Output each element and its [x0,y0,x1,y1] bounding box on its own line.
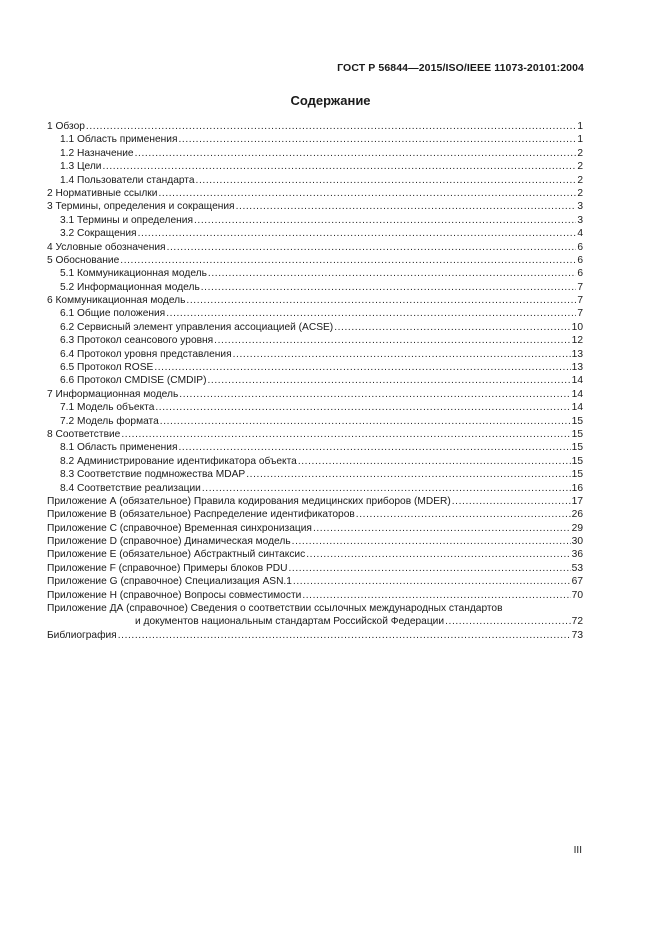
toc-entry [47,294,583,307]
toc-entry-label: и документов национальным стандартам Российской Федерации [135,616,445,628]
toc-entry-label: 5 Обоснование [47,254,120,266]
dot-leader [246,468,570,481]
toc-entry-page: 26 [571,509,583,521]
toc-entry [47,562,583,575]
toc-entry-page: 72 [571,616,583,628]
toc-entry-page: 67 [571,576,583,588]
toc-entry-label: 2 Нормативные ссылки [47,187,158,199]
toc-entry-label: 8.1 Область применения [60,442,178,454]
toc-entry-label: 3.1 Термины и определения [60,214,193,226]
document-header: ГОСТ Р 56844—2015/ISO/IEEE 11073-20101:2004 [337,62,584,74]
toc-entry-label: 3 Термины, определения и сокращения [47,201,235,213]
toc-entry-page: 53 [571,562,583,574]
toc-entry-page: 73 [571,629,583,641]
toc-entry-label: Приложение С (справочное) Временная синхронизация [47,522,312,534]
dot-leader [166,307,576,320]
toc-entry-label: 5.2 Информационная модель [60,281,200,293]
toc-entry [47,535,583,548]
dot-leader [103,160,577,173]
toc-entry-label: Приложение F (справочное) Примеры блоков PDU [47,562,288,574]
toc-entry-label: 3.2 Сокращения [60,228,137,240]
dot-leader [179,388,570,401]
toc-entry [47,120,583,133]
dot-leader [178,133,576,146]
toc-entry-page: 1 [577,134,583,146]
dot-leader [445,615,571,628]
dot-leader [135,147,577,160]
dot-leader [292,535,571,548]
toc-entry-label: 5.1 Коммуникационная модель [60,268,207,280]
toc-entry-label: 7.1 Модель объекта [60,402,155,414]
toc-entry [47,401,583,414]
dot-leader [194,214,576,227]
toc-entry [47,254,583,267]
toc-entry-page: 6 [577,241,583,253]
toc-entry-page: 16 [571,482,583,494]
toc-entry [47,200,583,213]
toc-entry-label: Приложение Е (обязательное) Абстрактный синтаксис [47,549,306,561]
toc-entry-label: Приложение G (справочное) Специализация ASN.1 [47,576,292,588]
dot-leader [452,495,571,508]
toc-entry-label: 8.3 Соответствие подмножества MDAP [60,469,246,481]
toc-entry [47,455,583,468]
dot-leader [158,187,576,200]
toc-entry-page: 2 [577,187,583,199]
dot-leader [155,401,570,414]
toc-entry-label: 6.1 Общие положения [60,308,166,320]
toc-entry-page: 7 [577,281,583,293]
toc-entry-page: 1 [577,120,583,132]
toc-entry-page: 3 [577,201,583,213]
toc-entry-page: 7 [577,295,583,307]
dot-leader [138,227,577,240]
dot-leader [118,629,571,642]
toc-entry-label: 1.3 Цели [60,161,102,173]
dot-leader [202,482,571,495]
toc-entry-page: 15 [571,469,583,481]
table-of-contents [47,120,583,642]
toc-entry [47,227,583,240]
toc-entry [47,281,583,294]
dot-leader [236,200,577,213]
toc-entry [47,133,583,146]
toc-entry-page: 17 [571,495,583,507]
toc-entry-line: Приложение ДА (справочное) Сведения о соответствии ссылочных международных стандартов [47,603,503,615]
dot-leader [298,455,571,468]
dot-leader [306,548,570,561]
toc-entry-page: 29 [571,522,583,534]
dot-leader [121,428,570,441]
toc-entry [47,428,583,441]
toc-entry [47,174,583,187]
dot-leader [120,254,576,267]
toc-entry [47,508,583,521]
toc-entry [47,361,583,374]
toc-entry-label: 1.4 Пользователи стандарта [60,174,195,186]
toc-entry-label: 6.4 Протокол уровня представления [60,348,232,360]
dot-leader [356,508,571,521]
dot-leader [334,321,570,334]
toc-entry-label: 1.1 Область применения [60,134,178,146]
toc-entry [47,575,583,588]
toc-entry [47,307,583,320]
toc-entry-page: 15 [571,455,583,467]
toc-entry-label: Библиография [47,629,117,641]
toc-entry [47,629,583,642]
dot-leader [86,120,576,133]
page-number: III [573,845,582,856]
toc-entry-page: 15 [571,442,583,454]
toc-entry-page: 14 [571,375,583,387]
toc-entry [47,549,583,562]
toc-entry-label: 1 Обзор [47,120,85,132]
toc-entry-page: 6 [577,254,583,266]
toc-entry [47,589,583,602]
toc-entry-page: 10 [571,321,583,333]
toc-entry-label: 6.5 Протокол ROSE [60,362,154,374]
dot-leader [302,589,570,602]
toc-entry [47,321,583,334]
toc-entry-page: 12 [571,335,583,347]
dot-leader [167,241,577,254]
dot-leader [186,294,576,307]
toc-entry-page: 70 [571,589,583,601]
toc-entry [47,388,583,401]
toc-entry-label: Приложение А (обязательное) Правила кодирования медицинских приборов (MDER) [47,495,451,507]
dot-leader [201,281,577,294]
toc-entry-page: 15 [571,428,583,440]
toc-entry [47,374,583,387]
toc-entry-label: Приложение Н (справочное) Вопросы совместимости [47,589,302,601]
toc-entry-page: 36 [571,549,583,561]
toc-entry [47,415,583,428]
dot-leader [288,562,570,575]
toc-entry-page: 13 [571,348,583,360]
toc-entry-label: Приложение D (справочное) Динамическая модель [47,536,291,548]
toc-entry [47,482,583,495]
toc-entry-label: 8.4 Соответствие реализации [60,482,201,494]
toc-entry-label: Приложение В (обязательное) Распределение идентификаторов [47,509,355,521]
dot-leader [313,522,571,535]
page-title: Содержание [290,93,371,108]
toc-entry [47,468,583,481]
toc-entry-page: 2 [577,174,583,186]
toc-entry [47,348,583,361]
toc-entry-label: 6 Коммуникационная модель [47,295,186,307]
toc-entry-label: 6.3 Протокол сеансового уровня [60,335,214,347]
dot-leader [160,415,571,428]
dot-leader [178,441,570,454]
toc-entry [47,214,583,227]
toc-entry [47,267,583,280]
toc-entry-label: 1.2 Назначение [60,147,134,159]
toc-entry-label: 8.2 Администрирование идентификатора объекта [60,455,297,467]
toc-entry-label: 6.6 Протокол CMDISE (CMDIP) [60,375,207,387]
toc-entry [47,187,583,200]
dot-leader [208,267,576,280]
dot-leader [208,374,571,387]
toc-entry-page: 2 [577,147,583,159]
toc-entry [47,441,583,454]
toc-entry-page: 3 [577,214,583,226]
toc-entry-label: 8 Соответствие [47,428,121,440]
toc-entry-label: 4 Условные обозначения [47,241,166,253]
toc-entry-page: 13 [571,362,583,374]
toc-entry-label: 7 Информационная модель [47,388,179,400]
toc-entry-page: 7 [577,308,583,320]
toc-entry-page: 2 [577,161,583,173]
toc-entry-page: 14 [571,402,583,414]
toc-entry-label: 6.2 Сервисный элемент управления ассоциацией (ACSE) [60,321,334,333]
toc-entry [47,147,583,160]
dot-leader [214,334,570,347]
toc-entry [47,334,583,347]
dot-leader [233,348,571,361]
toc-entry-page: 6 [577,268,583,280]
toc-entry-label: 7.2 Модель формата [60,415,159,427]
dot-leader [196,174,577,187]
toc-entry-page: 15 [571,415,583,427]
dot-leader [293,575,571,588]
toc-entry [47,522,583,535]
dot-leader [154,361,570,374]
toc-entry [47,495,583,508]
toc-entry-page: 14 [571,388,583,400]
toc-entry [47,160,583,173]
toc-entry [47,615,583,628]
toc-entry-page: 4 [577,228,583,240]
toc-entry-page: 30 [571,536,583,548]
toc-entry [47,241,583,254]
